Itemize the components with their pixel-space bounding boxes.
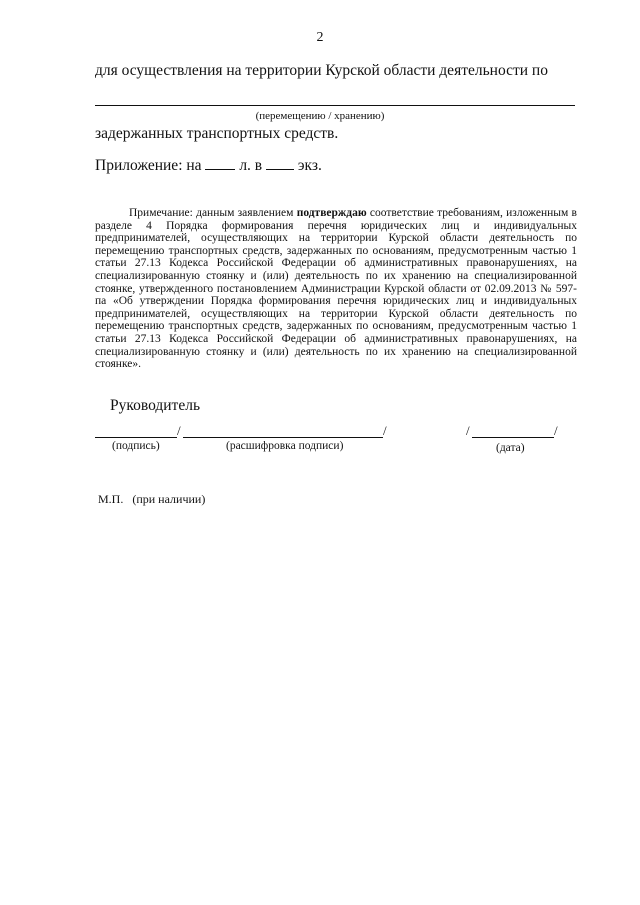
decode-line[interactable] (183, 437, 383, 438)
copies-blank[interactable] (266, 168, 294, 170)
date-caption: (дата) (496, 442, 525, 454)
activity-caption: (перемещению / хранению) (255, 110, 385, 122)
slash-3: / (466, 423, 470, 438)
note-prefix: Примечание: данным заявлением (129, 207, 297, 219)
slash-4: / (554, 423, 558, 438)
note-bold: подтверждаю (296, 207, 367, 219)
stamp-label: М.П. (при наличии) (98, 492, 206, 506)
signature-line[interactable] (95, 437, 177, 438)
copies-unit: экз. (297, 157, 322, 174)
manager-label: Руководитель (110, 397, 201, 414)
sheets-unit: л. в (239, 157, 263, 174)
page-number: 2 (316, 30, 324, 45)
note-text: соответствие требованиям, изложенным в разделе 4 Порядка формирования перечня юридических лиц и индивидуальных предпринимателей, осуществляющих на территории Курской области деятельность по перемещению транспортных средств, задержанных по основаниям, предусмотренным частью 1 статьи 27.13 Кодекса Российской Федерации об административных правонарушениях, на специализированную стоянку и (или) деятельность по их хранению на специализированной стоянке, утвержденного постановлением Администрации Курской области от 02.09.2013 № 597-па «Об утверждении Порядка формирования перечня юридических лиц и индивидуальных предпринимателей, осуществляющих на территории Курской области деятельность по перемещению транспортных средств, задержанных по основаниям, предусмотренным частью 1 статьи 27.13 Кодекса Российской Федерации об административных правонарушениях, на специализированную стоянку и (или) деятельность по их хранению на специализированной стоянке». (95, 207, 577, 371)
decode-caption: (расшифровка подписи) (226, 440, 344, 452)
activity-line: для осуществления на территории Курской области деятельности по (95, 62, 548, 79)
sign-caption: (подпись) (112, 440, 160, 452)
slash-1: / (177, 423, 181, 438)
sheets-blank[interactable] (205, 168, 235, 170)
slash-2: / (383, 423, 387, 438)
note-paragraph (95, 207, 577, 371)
date-line[interactable] (472, 437, 554, 438)
vehicles-line: задержанных транспортных средств. (95, 125, 339, 142)
activity-fill-line (95, 105, 575, 106)
appendix-label: Приложение: на (95, 157, 202, 174)
appendix-line (95, 157, 322, 175)
